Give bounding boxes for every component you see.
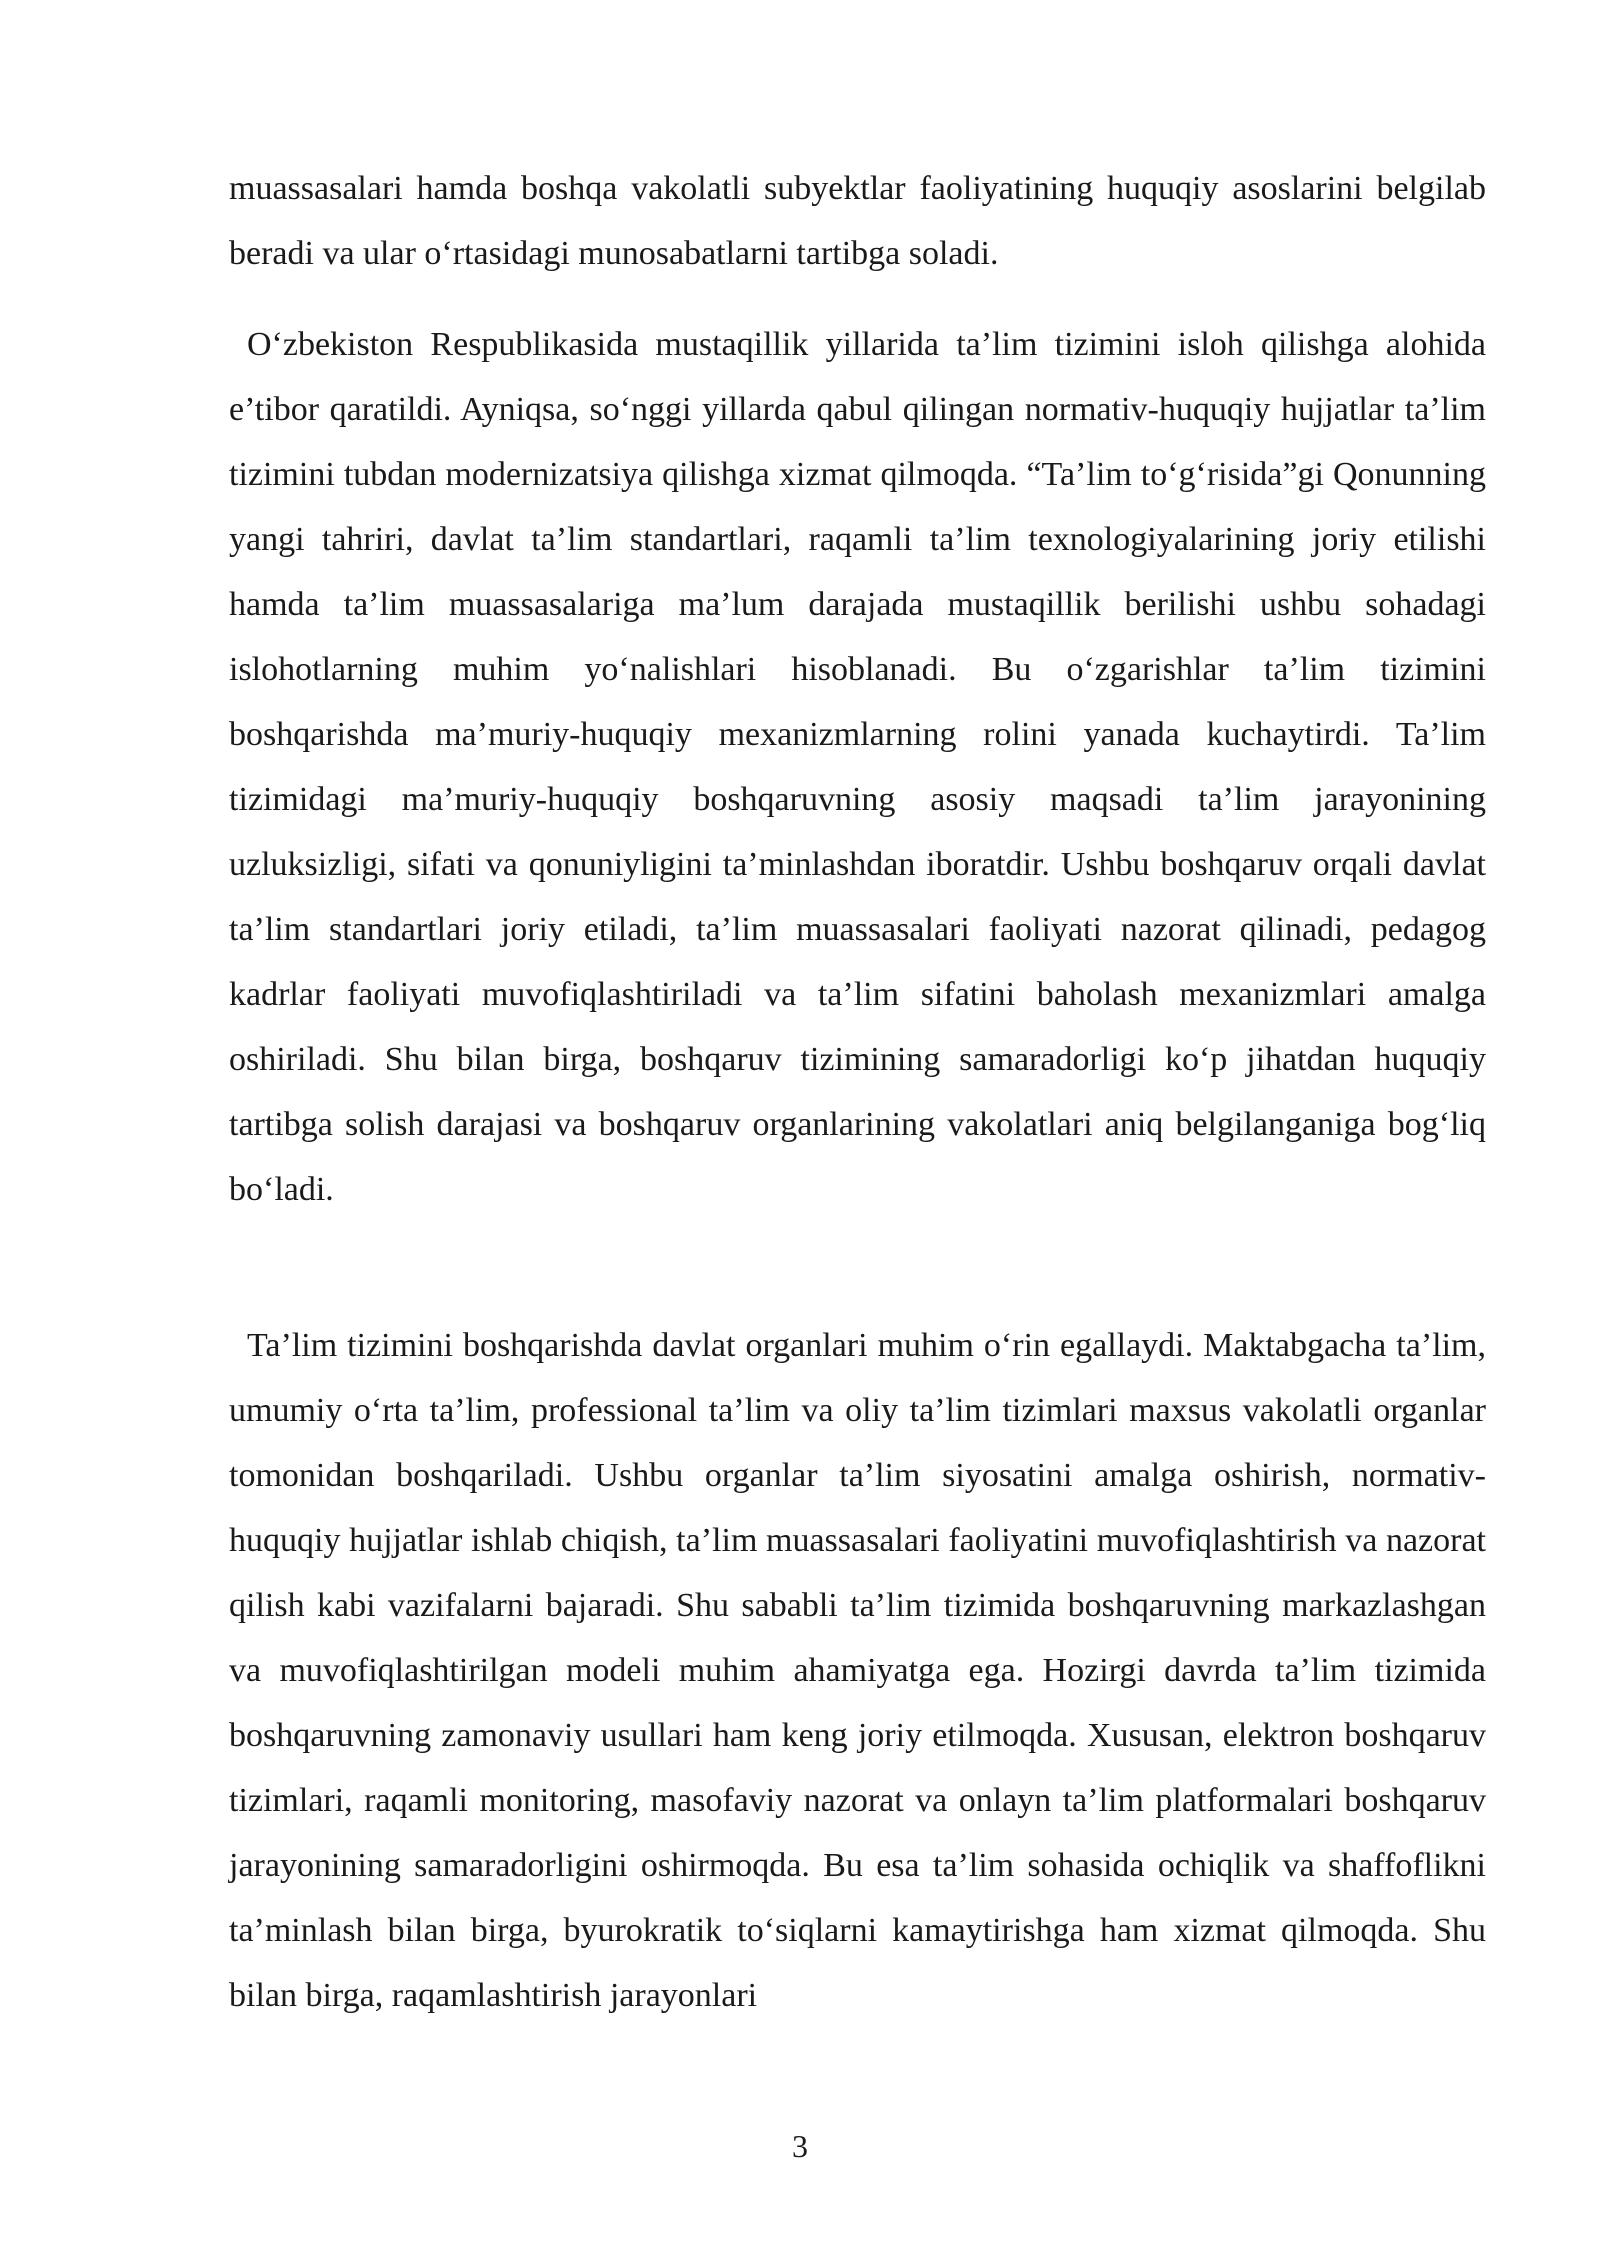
paragraph-reforms: O‘zbekiston Respublikasida mustaqillik yillarida ta’lim tizimini isloh qilishga alohida e’tibor qaratildi. Ayniqsa, so‘nggi yillarda qabul qilingan normativ-huquqiy hujjatlar ta’lim tizimini tubdan modernizatsiya qilishga xizmat qilmoqda. “Ta’lim to‘g‘risida”gi Qonunning yangi tahriri, davlat ta’lim standartlari, raqamli ta’lim texnologiyalarining joriy etilishi hamda ta’lim muassasalariga ma’lum darajada mustaqillik berilishi ushbu sohadagi islohotlarning muhim yo‘nalishlari hisoblanadi. Bu o‘zgarishlar ta’lim tizimini boshqarishda ma’muriy-huquqiy mexanizmlarning rolini yanada kuchaytirdi. Ta’lim tizimidagi ma’muriy-huquqiy boshqaruvning asosiy maqsadi ta’lim jarayonining uzluksizligi, sifati va qonuniyligini ta’minlashdan iboratdir. Ushbu boshqaruv orqali davlat ta’lim standartlari joriy etiladi, ta’lim muassasalari faoliyati nazorat qilinadi, pedagog kadrlar faoliyati muvofiqlashtiriladi va ta’lim sifatini baholash mexanizmlari amalga oshiriladi. Shu bilan birga, boshqaruv tizimining samaradorligi ko‘p jihatdan huquqiy tartibga solish darajasi va boshqaruv organlarining vakolatlari aniq belgilanganiga bog‘liq bo‘ladi.	[229, 326, 1486, 1208]
paragraph-continuation: muassasalari hamda boshqa vakolatli subyektlar faoliyatining huquqiy asoslarini belgilab beradi va ular o‘rtasidagi munosabatlarni tartibga soladi.	[229, 170, 1486, 272]
page-number: 3	[792, 2128, 808, 2164]
paragraph-state-bodies: Ta’lim tizimini boshqarishda davlat organlari muhim o‘rin egallaydi. Maktabgacha ta’lim, umumiy o‘rta ta’lim, professional ta’lim va oliy ta’lim tizimlari maxsus vakolatli organlar tomonidan boshqariladi. Ushbu organlar ta’lim siyosatini amalga oshirish, normativ-huquqiy hujjatlar ishlab chiqish, ta’lim muassasalari faoliyatini muvofiqlashtirish va nazorat qilish kabi vazifalarni bajaradi. Shu sababli ta’lim tizimida boshqaruvning markazlashgan va muvofiqlashtirilgan modeli muhim ahamiyatga ega. Hozirgi davrda ta’lim tizimida boshqaruvning zamonaviy usullari ham keng joriy etilmoqda. Xususan, elektron boshqaruv tizimlari, raqamli monitoring, masofaviy nazorat va onlayn ta’lim platformalari boshqaruv jarayonining samaradorligini oshirmoqda. Bu esa ta’lim sohasida ochiqlik va shaffoflikni ta’minlash bilan birga, byurokratik to‘siqlarni kamaytirishga ham xizmat qilmoqda. Shu bilan birga, raqamlashtirish jarayonlari	[229, 1327, 1486, 2014]
